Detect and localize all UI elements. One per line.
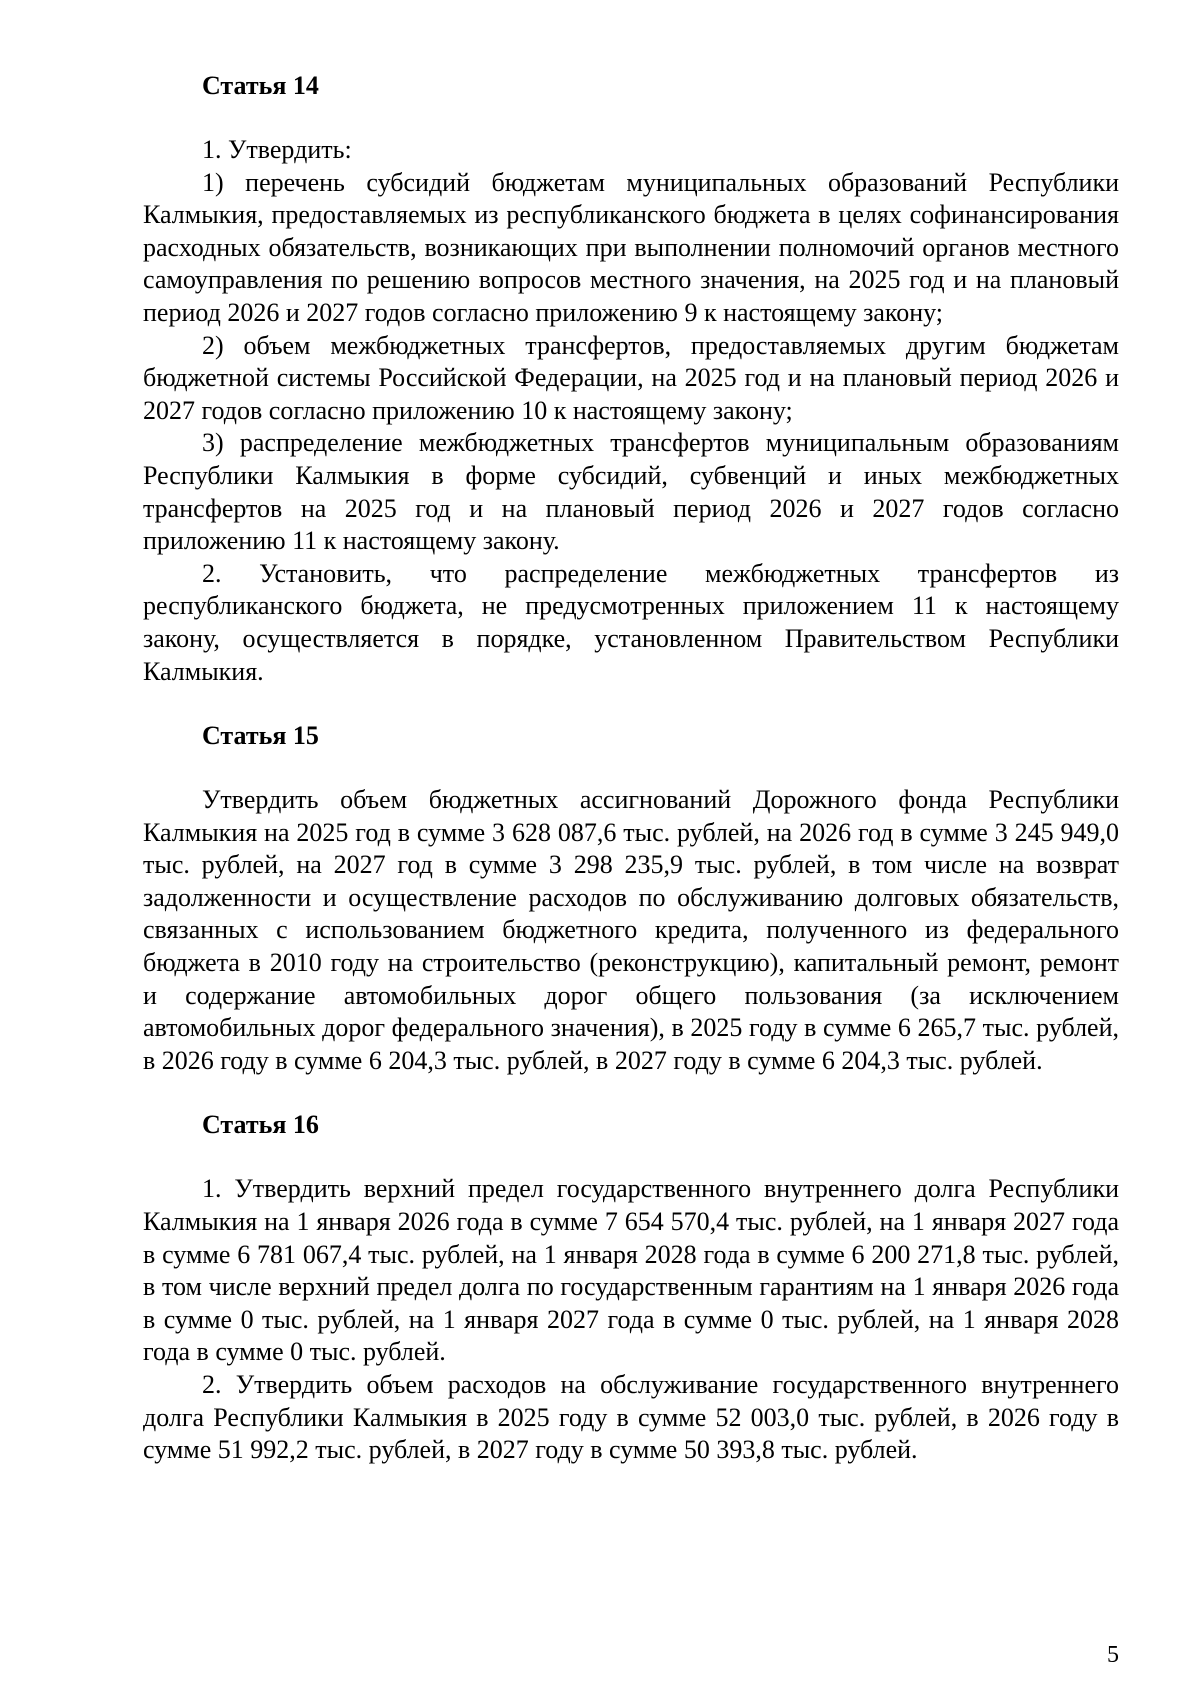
article-paragraph: 2) объем межбюджетных трансфертов, предоставляемых другим бюджетам бюджетной системы Российской Федерации, на 2025 год и на плановый период 2026 и 2027 годов согласно приложению 10 к настоящему закону; bbox=[143, 330, 1119, 425]
article-15 bbox=[143, 720, 1119, 1077]
article-16 bbox=[143, 1109, 1119, 1466]
article-heading: Статья 15 bbox=[202, 721, 319, 751]
document-body bbox=[143, 70, 1119, 1467]
article-14 bbox=[143, 70, 1119, 688]
article-paragraph: 2. Утвердить объем расходов на обслуживание государственного внутреннего долга Республики Калмыкия в 2025 году в сумме 52 003,0 тыс. рублей, в 2026 году в сумме 51 992,2 тыс. рублей, в 2027 году в сумме 50 393,8 тыс. рублей. bbox=[143, 1370, 1119, 1465]
article-paragraph: 1) перечень субсидий бюджетам муниципальных образований Республики Калмыкия, предоставляемых из республиканского бюджета в целях софинансирования расходных обязательств, возникающих при выполнении полномочий органов местного самоуправления по решению вопросов местного значения, на 2025 год и на плановый период 2026 и 2027 годов согласно приложению 9 к настоящему закону; bbox=[143, 167, 1119, 327]
article-heading: Статья 14 bbox=[202, 71, 319, 100]
article-heading: Статья 16 bbox=[202, 1110, 319, 1140]
article-paragraph: Утвердить объем бюджетных ассигнований Дорожного фонда Республики Калмыкия на 2025 год в сумме 3 628 087,6 тыс. рублей, на 2026 год в сумме 3 245 949,0 тыс. рублей, на 2027 год в сумме 3 298 235,9 тыс. рублей, в том числе на возврат задолженности и осуществление расходов по обслуживанию долговых обязательств, связанных с использованием бюджетного кредита, полученного из федерального бюджета в 2010 году на строительство (реконструкцию), капитальный ремонт, ремонт и содержание автомобильных дорог общего пользования (за исключением автомобильных дорог федерального значения), в 2025 году в сумме 6 265,7 тыс. рублей, в 2026 году в сумме 6 204,3 тыс. рублей, в 2027 году в сумме 6 204,3 тыс. рублей. bbox=[143, 785, 1119, 1075]
page-number: 5 bbox=[1107, 1642, 1119, 1668]
article-paragraph: 1. Утвердить: bbox=[202, 135, 352, 164]
article-paragraph: 2. Установить, что распределение межбюджетных трансфертов из республиканского бюджета, не предусмотренных приложением 11 к настоящему закону, осуществляется в порядке, установленном Правительством Республики Калмыкия. bbox=[143, 558, 1119, 686]
article-paragraph: 3) распределение межбюджетных трансфертов муниципальным образованиям Республики Калмыкия в форме субсидий, субвенций и иных межбюджетных трансфертов на 2025 год и на плановый период 2026 и 2027 годов согласно приложению 11 к настоящему закону. bbox=[143, 428, 1119, 556]
article-paragraph: 1. Утвердить верхний предел государственного внутреннего долга Республики Калмыкия на 1 января 2026 года в сумме 7 654 570,4 тыс. рублей, на 1 января 2027 года в сумме 6 781 067,4 тыс. рублей, на 1 января 2028 года в сумме 6 200 271,8 тыс. рублей, в том числе верхний предел долга по государственным гарантиям на 1 января 2026 года в сумме 0 тыс. рублей, на 1 января 2027 года в сумме 0 тыс. рублей, на 1 января 2028 года в сумме 0 тыс. рублей. bbox=[143, 1174, 1119, 1367]
